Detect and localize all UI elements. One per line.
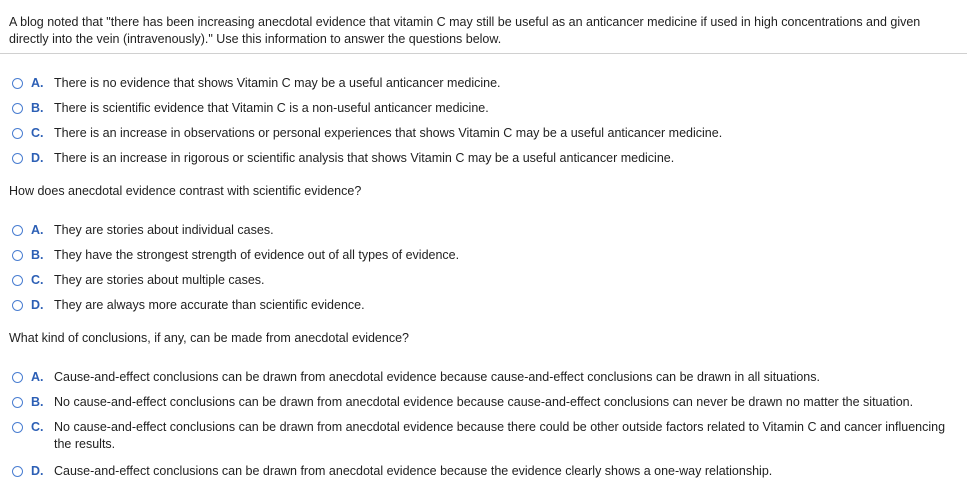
q3-option-d[interactable] (12, 463, 957, 488)
q2-option-c[interactable] (12, 272, 957, 297)
q1-option-c[interactable] (12, 125, 957, 150)
option-text: They have the strongest strength of evidence out of all types of evidence. (54, 248, 460, 262)
option-letter: B. (31, 101, 44, 115)
q1-option-a[interactable] (12, 75, 957, 100)
q3-options (12, 369, 957, 488)
q3-option-a[interactable] (12, 369, 957, 394)
q2-option-a[interactable] (12, 222, 957, 247)
option-letter: D. (31, 464, 44, 478)
q1-option-b[interactable] (12, 100, 957, 125)
divider (0, 53, 967, 54)
option-letter: C. (31, 126, 44, 140)
option-letter: B. (31, 395, 44, 409)
q3-option-c[interactable] (12, 419, 957, 463)
q2-options (12, 222, 957, 322)
option-letter: D. (31, 151, 44, 165)
q3-option-b[interactable] (12, 394, 957, 419)
radio-button-icon[interactable] (12, 466, 23, 477)
option-text: There is an increase in observations or personal experiences that shows Vitamin C may be a useful anticancer medicine. (54, 126, 723, 140)
option-text: No cause-and-effect conclusions can be drawn from anecdotal evidence because cause-and-effect conclusions can never be drawn no matter the situation. (54, 395, 914, 409)
option-text: They are stories about multiple cases. (54, 273, 265, 287)
option-letter: D. (31, 298, 44, 312)
radio-button-icon[interactable] (12, 300, 23, 311)
option-letter: C. (31, 420, 44, 434)
q3-prompt: What kind of conclusions, if any, can be made from anecdotal evidence? (9, 331, 409, 345)
option-letter: B. (31, 248, 44, 262)
option-text: There is no evidence that shows Vitamin C may be a useful anticancer medicine. (54, 76, 501, 90)
option-letter: A. (31, 370, 44, 384)
radio-button-icon[interactable] (12, 128, 23, 139)
option-text: Cause-and-effect conclusions can be drawn from anecdotal evidence because cause-and-effect conclusions can be drawn in all situations. (54, 370, 820, 384)
radio-button-icon[interactable] (12, 422, 23, 433)
q2-option-b[interactable] (12, 247, 957, 272)
q2-option-d[interactable] (12, 297, 957, 322)
option-text: There is an increase in rigorous or scientific analysis that shows Vitamin C may be a useful anticancer medicine. (54, 151, 675, 165)
option-text: There is scientific evidence that Vitamin C is a non-useful anticancer medicine. (54, 101, 489, 115)
intro-text: A blog noted that "there has been increasing anecdotal evidence that vitamin C may still be useful as an anticancer medicine if used in high concentrations and given directly into the vein (intravenously)." Use this information to answer the questions below. (9, 15, 921, 46)
q1-option-d[interactable] (12, 150, 957, 175)
radio-button-icon[interactable] (12, 225, 23, 236)
q2-prompt: How does anecdotal evidence contrast with scientific evidence? (9, 184, 362, 198)
option-letter: A. (31, 223, 44, 237)
radio-button-icon[interactable] (12, 153, 23, 164)
option-text: They are stories about individual cases. (54, 223, 274, 237)
radio-button-icon[interactable] (12, 397, 23, 408)
radio-button-icon[interactable] (12, 372, 23, 383)
radio-button-icon[interactable] (12, 103, 23, 114)
option-text: Cause-and-effect conclusions can be drawn from anecdotal evidence because the evidence clearly shows a one-way relationship. (54, 464, 773, 478)
option-letter: A. (31, 76, 44, 90)
radio-button-icon[interactable] (12, 78, 23, 89)
option-letter: C. (31, 273, 44, 287)
q1-options (12, 75, 957, 175)
option-text: They are always more accurate than scientific evidence. (54, 298, 365, 312)
option-text: No cause-and-effect conclusions can be drawn from anecdotal evidence because there could be other outside factors related to Vitamin C and cancer influencing the results. (54, 420, 946, 451)
radio-button-icon[interactable] (12, 275, 23, 286)
radio-button-icon[interactable] (12, 250, 23, 261)
